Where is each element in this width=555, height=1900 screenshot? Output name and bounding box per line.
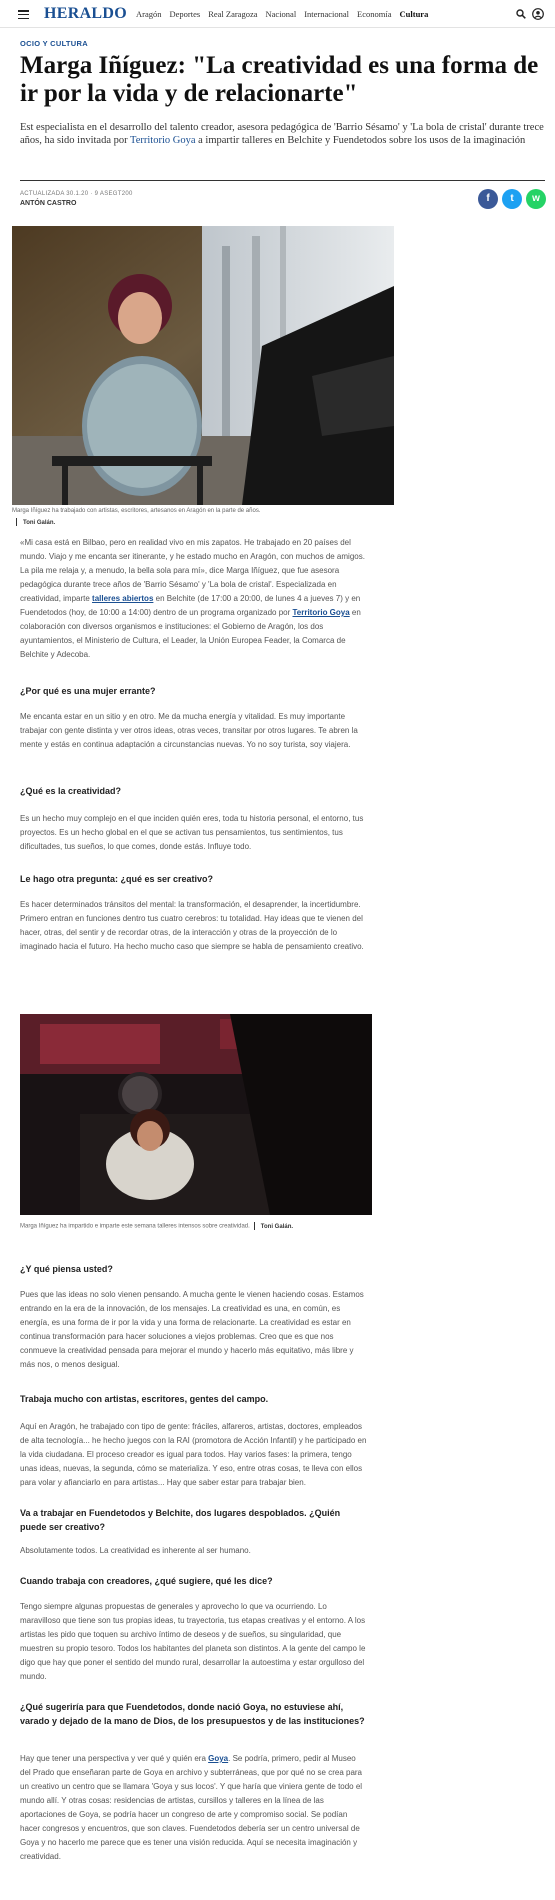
article-subtitle (20, 121, 550, 147)
answer-4: Pues que las ideas no solo vienen pensando. A mucha gente le vienen haciendo cosas. Estamos entrando en la era de la innovación, de los mensajes. La creatividad es una, en común, es energía, es una forma de ir por la vida y una forma de relacionarte. La creatividad es estar en continua transformación para hacer soluciones a viejos problemas. Creo que es que nos conmueve la creatividad pensada para mejorar el mundo y hacerlo más equitativo, más libre y más nos, o menos desigual. (20, 1290, 364, 1369)
photo1-caption (12, 508, 260, 514)
facebook-share-button[interactable]: f (478, 189, 498, 209)
photo2-caption-text: Marga Iñíguez ha impartido e imparte este semana talleres intensos sobre creatividad. (20, 1223, 250, 1230)
question-1: ¿Por qué es una mujer errante? (20, 686, 156, 696)
updated-timestamp: ACTUALIZADA 30.1.20 · 9 ASEGT200 (20, 191, 133, 197)
author-name[interactable]: ANTÓN CASTRO (20, 200, 77, 207)
answer-5: Aquí en Aragón, he trabajado con tipo de gente: fráciles, alfareros, artistas, doctores, empleados de alta tecnología... he hecho juegos con la RAI (promotora de Acción Infantil) y he participado en la vida ciudadana. El proceso creador es igual para todos. Hay varios fases: la primera, tengo unas ideas, nuevas, la segunda, cómo se materializa. Y eso, entre otras cosas, te lleva con ellos para volar y afianciarlo en para artistas... Hay que saber estar para trabajar bien. (20, 1422, 367, 1487)
nav-item-internacional[interactable]: Internacional (304, 9, 350, 19)
nav-item-nacional[interactable]: Nacional (265, 9, 297, 19)
paragraph-1-text-b: en Belchite (de 17:00 a 20:00, de lunes 4 a jueves 7) y en Fuendetodos (hoy, de 10:00 a 14:00) dentro de un programa organizado por (20, 594, 361, 617)
nav-item-aragon[interactable]: Aragón (136, 9, 162, 19)
subtitle-link[interactable]: Territorio Goya (130, 135, 196, 146)
paragraph-1-text-c: en colaboración con diversos organismos e instituciones: el Gobierno de Aragón, los dos ayuntamientos, el Ministerio de Cultura, el Leader, la Unión Europea Feader, la Comarca de Belchite y Adecoba. (20, 608, 361, 659)
question-2: ¿Qué es la creatividad? (20, 786, 122, 796)
question-8: ¿Qué sugeriría para que Fuendetodos, donde nació Goya, no estuviese ahí, varado y dejado de la mano de Dios, de los presupuestos y de las instituciones? (20, 1702, 365, 1726)
top-bar (0, 0, 555, 28)
whatsapp-share-button[interactable]: w (526, 189, 546, 209)
nav-item-real-zaragoza[interactable]: Real Zaragoza (208, 9, 258, 19)
article-title: Marga Iñíguez: "La creatividad es una forma de ir por la vida y de relacionarte" (20, 52, 539, 107)
photo1-credit-line (12, 518, 55, 526)
divider (20, 180, 545, 181)
paragraph-1-text-a: «Mi casa está en Bilbao, pero en realidad vivo en mis zapatos. He trabajado en 20 países del mundo. Viajo y me encanta ser itinerante, y he estado mucho en Aragón, con muchos de amigos. La pila me relaja y, a menudo, la bella sola para mí», dice Marga Iñíguez, que fue asesora pedagógica durante trece años de 'Barrio Sésamo' y 'La bola de cristal'. Especializada en creatividad, imparte (20, 538, 365, 603)
credit-separator (16, 518, 17, 526)
answer-2: Es un hecho muy complejo en el que inciden quién eres, toda tu historia personal, el entorno, tus proyectos. Es un hecho global en el que se activan tus pensamientos, tus sentimientos, tus dificultades, tus sueños, lo que comes, donde estás. Influye todo. (20, 814, 364, 851)
question-4: ¿Y qué piensa usted? (20, 1264, 113, 1274)
answer-8-text-b: . Se podría, primero, pedir al Museo del Prado que enseñaran parte de Goya en archivo y subterráneas, que por qué no se crea para un creativo un centro que se llamara 'Goya y sus locos'. Y que haría que viniera gente de todo el mundo allí. Y otras cosas: residencias de artistas, cursillos y talleres en la línea de las aportaciones de Goya, se podría hacer un congreso de arte y compromiso social. Se podían hacer congresos y encuentros, que son claves. Fuendetodos debería ser un centro universal de Goya y no hacerlo me parece que es tener una visión reducida. Aquí se necesita imaginación y creatividad. (20, 1754, 363, 1861)
credit-separator (254, 1222, 255, 1230)
main-nav (136, 9, 436, 19)
question-3: Le hago otra pregunta: ¿qué es ser creativo? (20, 874, 214, 884)
answer-6: Absolutamente todos. La creatividad es inherente al ser humano. (20, 1546, 251, 1555)
main-photo (12, 226, 394, 505)
link-talleres[interactable]: talleres abiertos (92, 594, 154, 603)
photo1-credit: Toni Galán. (23, 519, 56, 526)
paragraph-1 (20, 536, 368, 662)
site-logo[interactable]: HERALDO (44, 5, 127, 22)
photo2-caption (20, 1222, 293, 1230)
nav-item-deportes[interactable]: Deportes (169, 9, 201, 19)
secondary-photo (20, 1014, 372, 1215)
answer-3: Es hacer determinados tránsitos del mental: la transformación, el desaprender, la incertidumbre. Primero entran en funciones dentro tus cuatro cerebros: tu totalidad. Hay ideas que te vienen del hacer, otras, del sentir y de recordar otras, de la interacción y otras de la proyección de lo imaginado hacia el futuro. Ha hecho mucho caso que siempre se habla de pensamiento creativo. (20, 900, 364, 951)
user-account-icon[interactable] (532, 8, 544, 20)
subtitle-text: Est especialista en el desarrollo del talento creador, asesora pedagógica de 'Barrio Sésamo' y 'La bola de cristal' durante trece años, ha sido invitada por (20, 122, 544, 146)
answer-8-text-a: Hay que tener una perspectiva y ver qué y quién era (20, 1754, 209, 1763)
search-icon[interactable] (516, 9, 526, 19)
photo1-caption-text: Marga Iñíguez ha trabajado con artistas, escritores, artesanos en Aragón en la parte de años. (12, 508, 261, 514)
link-territorio-goya[interactable]: Territorio Goya (292, 608, 350, 617)
section-label[interactable]: OCIO Y CULTURA (20, 39, 88, 48)
photo2-credit: Toni Galán. (260, 1223, 294, 1230)
subtitle-text-end: a impartir talleres en Belchite y Fuendetodos sobre los usos de la imaginación (195, 135, 526, 146)
nav-item-economia[interactable]: Economía (357, 9, 392, 19)
question-6: Va a trabajar en Fuendetodos y Belchite, dos lugares despoblados. ¿Quién puede ser creativo? (20, 1508, 341, 1532)
hamburger-menu-icon[interactable] (18, 10, 29, 19)
link-goya[interactable]: Goya (208, 1754, 229, 1763)
question-5: Trabaja mucho con artistas, escritores, gentes del campo. (20, 1394, 269, 1404)
twitter-share-button[interactable]: t (502, 189, 522, 209)
nav-item-cultura[interactable]: Cultura (399, 9, 429, 19)
answer-7: Tengo siempre algunas propuestas de generales y aprovecho lo que va ocurriendo. Lo maravilloso que tiene son tus propias ideas, tu trayectoria, tus etapas creativas y el entorno. A los artistas les pido que toquen su archivo íntimo de deseos y de sueños, su singularidad, que muestren su propio tesoro. Todos los habitantes del planeta son distintos. A la gente del campo le digo que hay que poner el sentido del mundo rural, desarrollar la autoestima y estar orgulloso del mundo. (20, 1602, 366, 1681)
question-7: Cuando trabaja con creadores, ¿qué sugiere, qué les dice? (20, 1576, 273, 1586)
answer-1: Me encanta estar en un sitio y en otro. Me da mucha energía y vitalidad. Es muy importante trabajar con gente distinta y ver otros ideas, otras veces, transitar por otros lugares. Te abren la mente y estás en continua adaptación a circunstancias nuevas. Yo no soy turista, soy viajera. (20, 712, 358, 749)
answer-8 (20, 1752, 368, 1864)
